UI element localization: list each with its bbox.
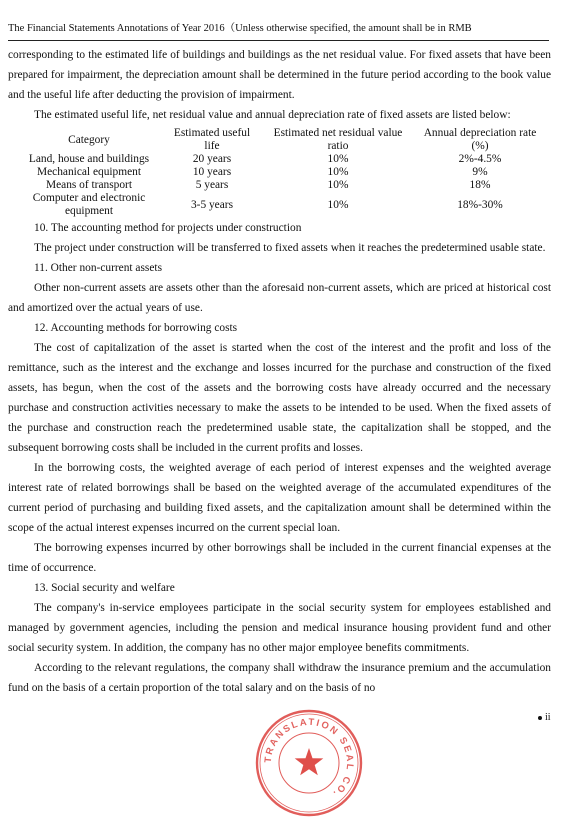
- cell-residual-value: 10%: [327, 198, 349, 211]
- table-row: [14, 179, 544, 192]
- cell-depreciation-rate: 18%-30%: [457, 198, 503, 211]
- seal-ring-text: TRANSLATION SEAL CO.: [262, 716, 356, 800]
- cell-useful-life: 10 years: [192, 166, 232, 178]
- paragraph-insurance-premium: According to the relevant regulations, the company shall withdraw the insurance premium and the accumulation fund on the basis of a certain proportion of the total salary and on the basis of no: [8, 662, 551, 694]
- cell-category: Land, house and buildings: [28, 153, 150, 165]
- cell-category-line1: Computer and electronic: [32, 192, 146, 204]
- paragraph-construction: The project under construction will be transferred to fixed assets when it reaches the predetermined usable state.: [34, 242, 546, 254]
- section-heading-13: 13. Social security and welfare: [34, 582, 175, 594]
- header-residual-value-line1: Estimated net residual value: [273, 127, 403, 139]
- header-useful-life-line1: Estimated useful: [173, 127, 251, 139]
- depreciation-table: [14, 127, 544, 218]
- section-heading-11: 11. Other non-current assets: [34, 262, 162, 274]
- header-useful-life-line2: life: [204, 140, 220, 152]
- table-header-row: [14, 127, 544, 153]
- cell-depreciation-rate: 2%-4.5%: [458, 153, 502, 165]
- header-residual-value-line2: ratio: [327, 140, 349, 152]
- section-heading-10: 10. The accounting method for projects under construction: [34, 222, 302, 234]
- cell-residual-value: 10%: [327, 166, 349, 178]
- bullet-dot-icon: [538, 716, 542, 720]
- header-depreciation-rate-line1: Annual depreciation rate: [423, 127, 537, 139]
- cell-category: Mechanical equipment: [36, 166, 142, 178]
- paragraph-social-security: The company's in-service employees participate in the social security system for employees established and managed by government agencies, including the pension and medical insurance housing provident fund and other social security system. In addition, the company has no other major employee benefits commitments.: [8, 602, 551, 654]
- document-body: [8, 45, 551, 698]
- table-row: [14, 192, 544, 218]
- margin-marker-text: ii: [545, 712, 551, 723]
- header-useful-life: [164, 127, 260, 153]
- paragraph-depreciation-intro: corresponding to the estimated life of buildings and buildings as the net residual value. For fixed assets that have been prepared for impairment, the depreciation amount shall be determined in the future period according to the book value and the useful life after deducting the provision of impairment.: [8, 49, 551, 101]
- cell-useful-life: 3-5 years: [190, 198, 234, 211]
- translation-seal-stamp: [254, 708, 364, 818]
- cell-useful-life: 5 years: [195, 179, 229, 191]
- paragraph-weighted-average: In the borrowing costs, the weighted average of each period of interest expenses and the weighted average interest rate of related borrowings shall be based on the weighted average of the accumulated expenditures of the current period of purchasing and building fixed assets, and the capitalization amount shall be determined within the scope of the actual interest expenses incurred on the current special loan.: [8, 462, 551, 534]
- paragraph-capitalization: The cost of capitalization of the asset is started when the cost of the interest and the profit and loss of the remittance, such as the interest and the exchange and losses incurred for the purchase and construction of the fixed assets, has begun, when the cost of the assets and the borrowing costs have already occurred and the necessary purchase and construction activities necessary to make the assets to be intended to be used. When the fixed assets of the purchase and construction reach the predetermined usable state, the capitalization shall be stopped, and the subsequent borrowing costs shall be included in the current profits and losses.: [8, 342, 551, 454]
- cell-category: Means of transport: [45, 179, 133, 191]
- cell-category-line2: equipment: [64, 205, 114, 217]
- header-depreciation-rate-line2: (%): [471, 140, 489, 152]
- cell-category: [14, 192, 164, 218]
- cell-residual-value: 10%: [327, 153, 349, 165]
- cell-depreciation-rate: 18%: [469, 179, 491, 191]
- table-row: [14, 166, 544, 179]
- table-row: [14, 153, 544, 166]
- cell-residual-value: 10%: [327, 179, 349, 191]
- page-header: The Financial Statements Annotations of Year 2016（Unless otherwise specified, the amount shall be in RMB: [8, 0, 549, 41]
- cell-depreciation-rate: 9%: [472, 166, 488, 178]
- margin-marker: [538, 712, 551, 724]
- seal-graphic: [257, 711, 361, 815]
- header-residual-value: [260, 127, 416, 153]
- paragraph-table-intro: The estimated useful life, net residual value and annual depreciation rate of fixed assets are listed below:: [34, 109, 511, 121]
- paragraph-other-borrowings: The borrowing expenses incurred by other borrowings shall be included in the current financial expenses at the time of occurrence.: [8, 542, 551, 574]
- header-category: Category: [68, 133, 110, 146]
- section-heading-12: 12. Accounting methods for borrowing costs: [34, 322, 238, 334]
- header-depreciation-rate: [416, 127, 544, 153]
- cell-useful-life: 20 years: [192, 153, 232, 165]
- paragraph-non-current-assets: Other non-current assets are assets other than the aforesaid non-current assets, which are priced at historical cost and amortized over the actual years of use.: [8, 282, 551, 314]
- star-icon: [295, 748, 324, 775]
